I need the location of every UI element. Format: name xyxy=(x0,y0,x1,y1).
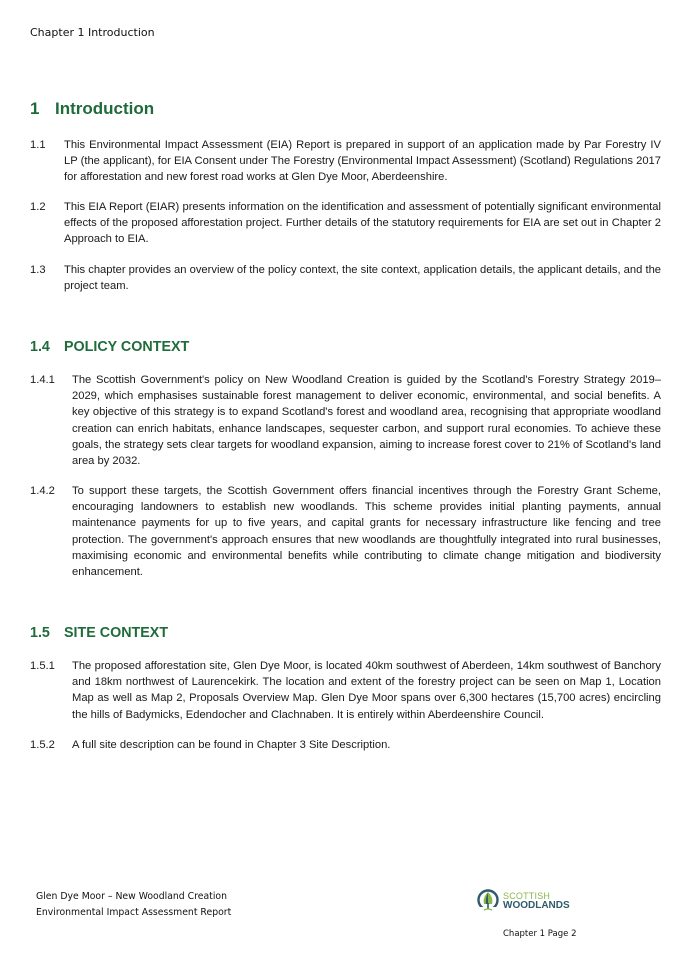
section-heading-policy-context xyxy=(30,339,189,355)
logo-line-2: WOODLANDS xyxy=(503,900,570,911)
scottish-woodlands-logo xyxy=(477,888,570,914)
footer-line-project: Glen Dye Moor – New Woodland Creation xyxy=(36,891,227,902)
paragraph-text: This Environmental Impact Assessment (EIA) Report is prepared in support of an application made by Par Forestry IV LP (the applicant), for EIA Consent under The Forestry (Environmental Impact Assessment) (Scotland) Regulations 2017 for afforestation and new forest road works at Glen Dye Moor, Aberdeenshire. xyxy=(64,139,661,184)
chapter-heading xyxy=(30,99,154,119)
paragraph-number: 1.5.1 xyxy=(30,660,55,672)
section-title: POLICY CONTEXT xyxy=(64,339,190,355)
paragraph-number: 1.5.2 xyxy=(30,739,55,751)
paragraph xyxy=(30,483,661,580)
tree-in-circle-icon xyxy=(477,888,499,914)
logo-wordmark xyxy=(503,891,570,911)
paragraph-text: To support these targets, the Scottish Government offers financial incentives through the Forestry Grant Scheme, encouraging landowners to establish new woodlands. This scheme provides initial planting payments, annual maintenance payments for up to five years, and capital grants for necessary infrastructure like fencing and tree protection. The government's approach ensures that new woodlands are thoughtfully integrated into rural businesses, maximising economic and environmental benefits while contributing to climate change mitigation and biodiversity enhancement. xyxy=(72,485,661,579)
footer-line-report: Environmental Impact Assessment Report xyxy=(36,907,232,918)
paragraph-text: This chapter provides an overview of the policy context, the site context, application details, the applicant details, and the project team. xyxy=(64,264,662,293)
paragraph-number: 1.4.1 xyxy=(30,374,55,386)
paragraph-number: 1.1 xyxy=(30,139,46,151)
paragraph-text: A full site description can be found in Chapter 3 Site Description. xyxy=(72,739,391,751)
paragraph-text: This EIA Report (EIAR) presents information on the identification and assessment of potentially significant environmental effects of the proposed afforestation project. Further details of the statutory requirements for EIA are set out in Chapter 2 Approach to EIA. xyxy=(64,201,661,246)
paragraph xyxy=(30,262,661,294)
paragraph xyxy=(30,137,661,186)
chapter-title: Introduction xyxy=(55,99,155,118)
logo-line-1: SCOTTISH xyxy=(503,891,551,901)
paragraph xyxy=(30,372,661,469)
running-header: Chapter 1 Introduction xyxy=(30,26,155,39)
section-number: 1.4 xyxy=(30,339,50,355)
paragraph xyxy=(30,737,661,753)
page-number: Chapter 1 Page 2 xyxy=(503,929,577,939)
paragraph xyxy=(30,658,661,723)
paragraph-number: 1.2 xyxy=(30,201,46,213)
paragraph xyxy=(30,199,661,248)
paragraph-number: 1.4.2 xyxy=(30,485,55,497)
paragraph-text: The proposed afforestation site, Glen Dye Moor, is located 40km southwest of Aberdeen, 14km southwest of Banchory and 18km northwest of Laurencekirk. The location and extent of the forestry project can be seen on Map 1, Location Map as well as Map 2, Proposals Overview Map. Glen Dye Moor spans over 6,300 hectares (15,700 acres) encircling the hills of Badymicks, Edendocher and Clachnaben. It is entirely within Aberdeenshire Council. xyxy=(72,660,661,721)
section-number: 1.5 xyxy=(30,625,50,641)
section-title: SITE CONTEXT xyxy=(64,625,169,641)
paragraph-text: The Scottish Government's policy on New Woodland Creation is guided by the Scotland's Forestry Strategy 2019–2029, which emphasises sustainable forest management to deliver economic, environmental, and social benefits. A key objective of this strategy is to expand Scotland's forest and woodland area, recognising that appropriate woodland creation can enrich habitats, enhance landscapes, sequester carbon, and support rural economies. To achieve these goals, the strategy sets clear targets for woodland expansion, aiming to increase forest cover to 21% of Scotland's land area by 2032. xyxy=(72,374,661,468)
footer-document-title xyxy=(36,889,231,921)
paragraph-number: 1.3 xyxy=(30,264,46,276)
chapter-number: 1 xyxy=(30,99,40,118)
section-heading-site-context xyxy=(30,625,168,641)
